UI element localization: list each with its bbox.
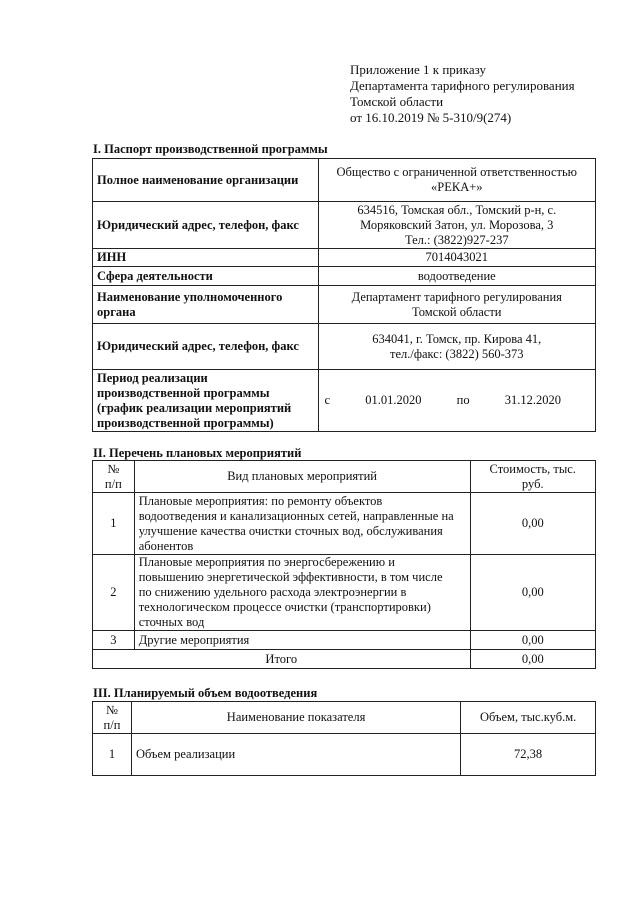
row-value: водоотведение	[318, 267, 595, 286]
row-label: ИНН	[93, 249, 319, 267]
row-value: Департамент тарифного регулирования Томской области	[318, 286, 595, 324]
row-num: 2	[93, 555, 135, 631]
total-label: Итого	[93, 650, 471, 669]
row-text: Плановые мероприятия по энергосбережению и повышению энергетической эффективности, в том числе по снижению удельного расхода электроэнергии в технологическом процессе очистки (транспортировки) сточных вод	[134, 555, 470, 631]
table-row	[93, 734, 596, 776]
header-num: № п/п	[93, 702, 132, 734]
table-row	[93, 370, 596, 432]
row-value: Общество с ограниченной ответственностью «РЕКА+»	[318, 159, 595, 202]
period-to-date: 31.12.2020	[504, 393, 561, 407]
header-type: Вид плановых мероприятий	[134, 461, 470, 493]
section3-title: III. Планируемый объем водоотведения	[93, 686, 318, 700]
total-value: 0,00	[470, 650, 596, 669]
period-to-word: по	[456, 393, 470, 407]
row-num: 3	[93, 631, 135, 650]
row-text: Другие мероприятия	[134, 631, 470, 650]
appendix-header	[350, 62, 610, 126]
table-row	[93, 249, 596, 267]
appendix-line: Департамента тарифного регулирования	[350, 78, 575, 93]
row-label: Сфера деятельности	[93, 267, 319, 286]
table-row	[93, 202, 596, 249]
header-volume: Объем, тыс.куб.м.	[461, 702, 596, 734]
table-row	[93, 324, 596, 370]
row-cost: 0,00	[470, 493, 596, 555]
appendix-line: Приложение 1 к приказу	[350, 62, 487, 77]
row-label: Наименование уполномоченного органа	[93, 286, 319, 324]
table-row	[93, 631, 596, 650]
row-cost: 0,00	[470, 555, 596, 631]
header-name: Наименование показателя	[131, 702, 460, 734]
row-value: 7014043021	[318, 249, 595, 267]
row-num: 1	[93, 734, 132, 776]
header-num: № п/п	[93, 461, 135, 493]
row-cost: 0,00	[470, 631, 596, 650]
section2-title: II. Перечень плановых мероприятий	[93, 446, 302, 460]
row-num: 1	[93, 493, 135, 555]
period-from-date: 01.01.2020	[365, 393, 422, 407]
section1-title: I. Паспорт производственной программы	[93, 142, 328, 156]
row-value: 634041, г. Томск, пр. Кирова 41, тел./факс: (3822) 560-373	[318, 324, 595, 370]
passport-table	[92, 158, 596, 432]
appendix-line: от 16.10.2019 № 5-310/9(274)	[350, 110, 512, 125]
period-label: Период реализации производственной программы (график реализации мероприятий производственной программы)	[93, 370, 319, 432]
table-row	[93, 555, 596, 631]
row-label: Полное наименование организации	[93, 159, 319, 202]
measures-table	[92, 460, 596, 669]
header-cost: Стоимость, тыс. руб.	[470, 461, 596, 493]
row-value: 634516, Томская обл., Томский р-н, с. Моряковский Затон, ул. Морозова, 3 Тел.: (3822)927-237	[318, 202, 595, 249]
row-label: Юридический адрес, телефон, факс	[93, 324, 319, 370]
appendix-line: Томской области	[350, 94, 444, 109]
period-from-word: с	[324, 393, 331, 407]
table-row	[93, 493, 596, 555]
total-row	[93, 650, 596, 669]
row-name: Объем реализации	[131, 734, 460, 776]
period-value	[318, 370, 595, 432]
row-text: Плановые мероприятия: по ремонту объектов водоотведения и канализационных сетей, направленные на улучшение качества очистки сточных вод, обслуживания абонентов	[134, 493, 470, 555]
table-header-row	[93, 702, 596, 734]
row-volume: 72,38	[461, 734, 596, 776]
table-row	[93, 267, 596, 286]
volume-table	[92, 701, 596, 776]
table-row	[93, 159, 596, 202]
row-label: Юридический адрес, телефон, факс	[93, 202, 319, 249]
table-row	[93, 286, 596, 324]
table-header-row	[93, 461, 596, 493]
